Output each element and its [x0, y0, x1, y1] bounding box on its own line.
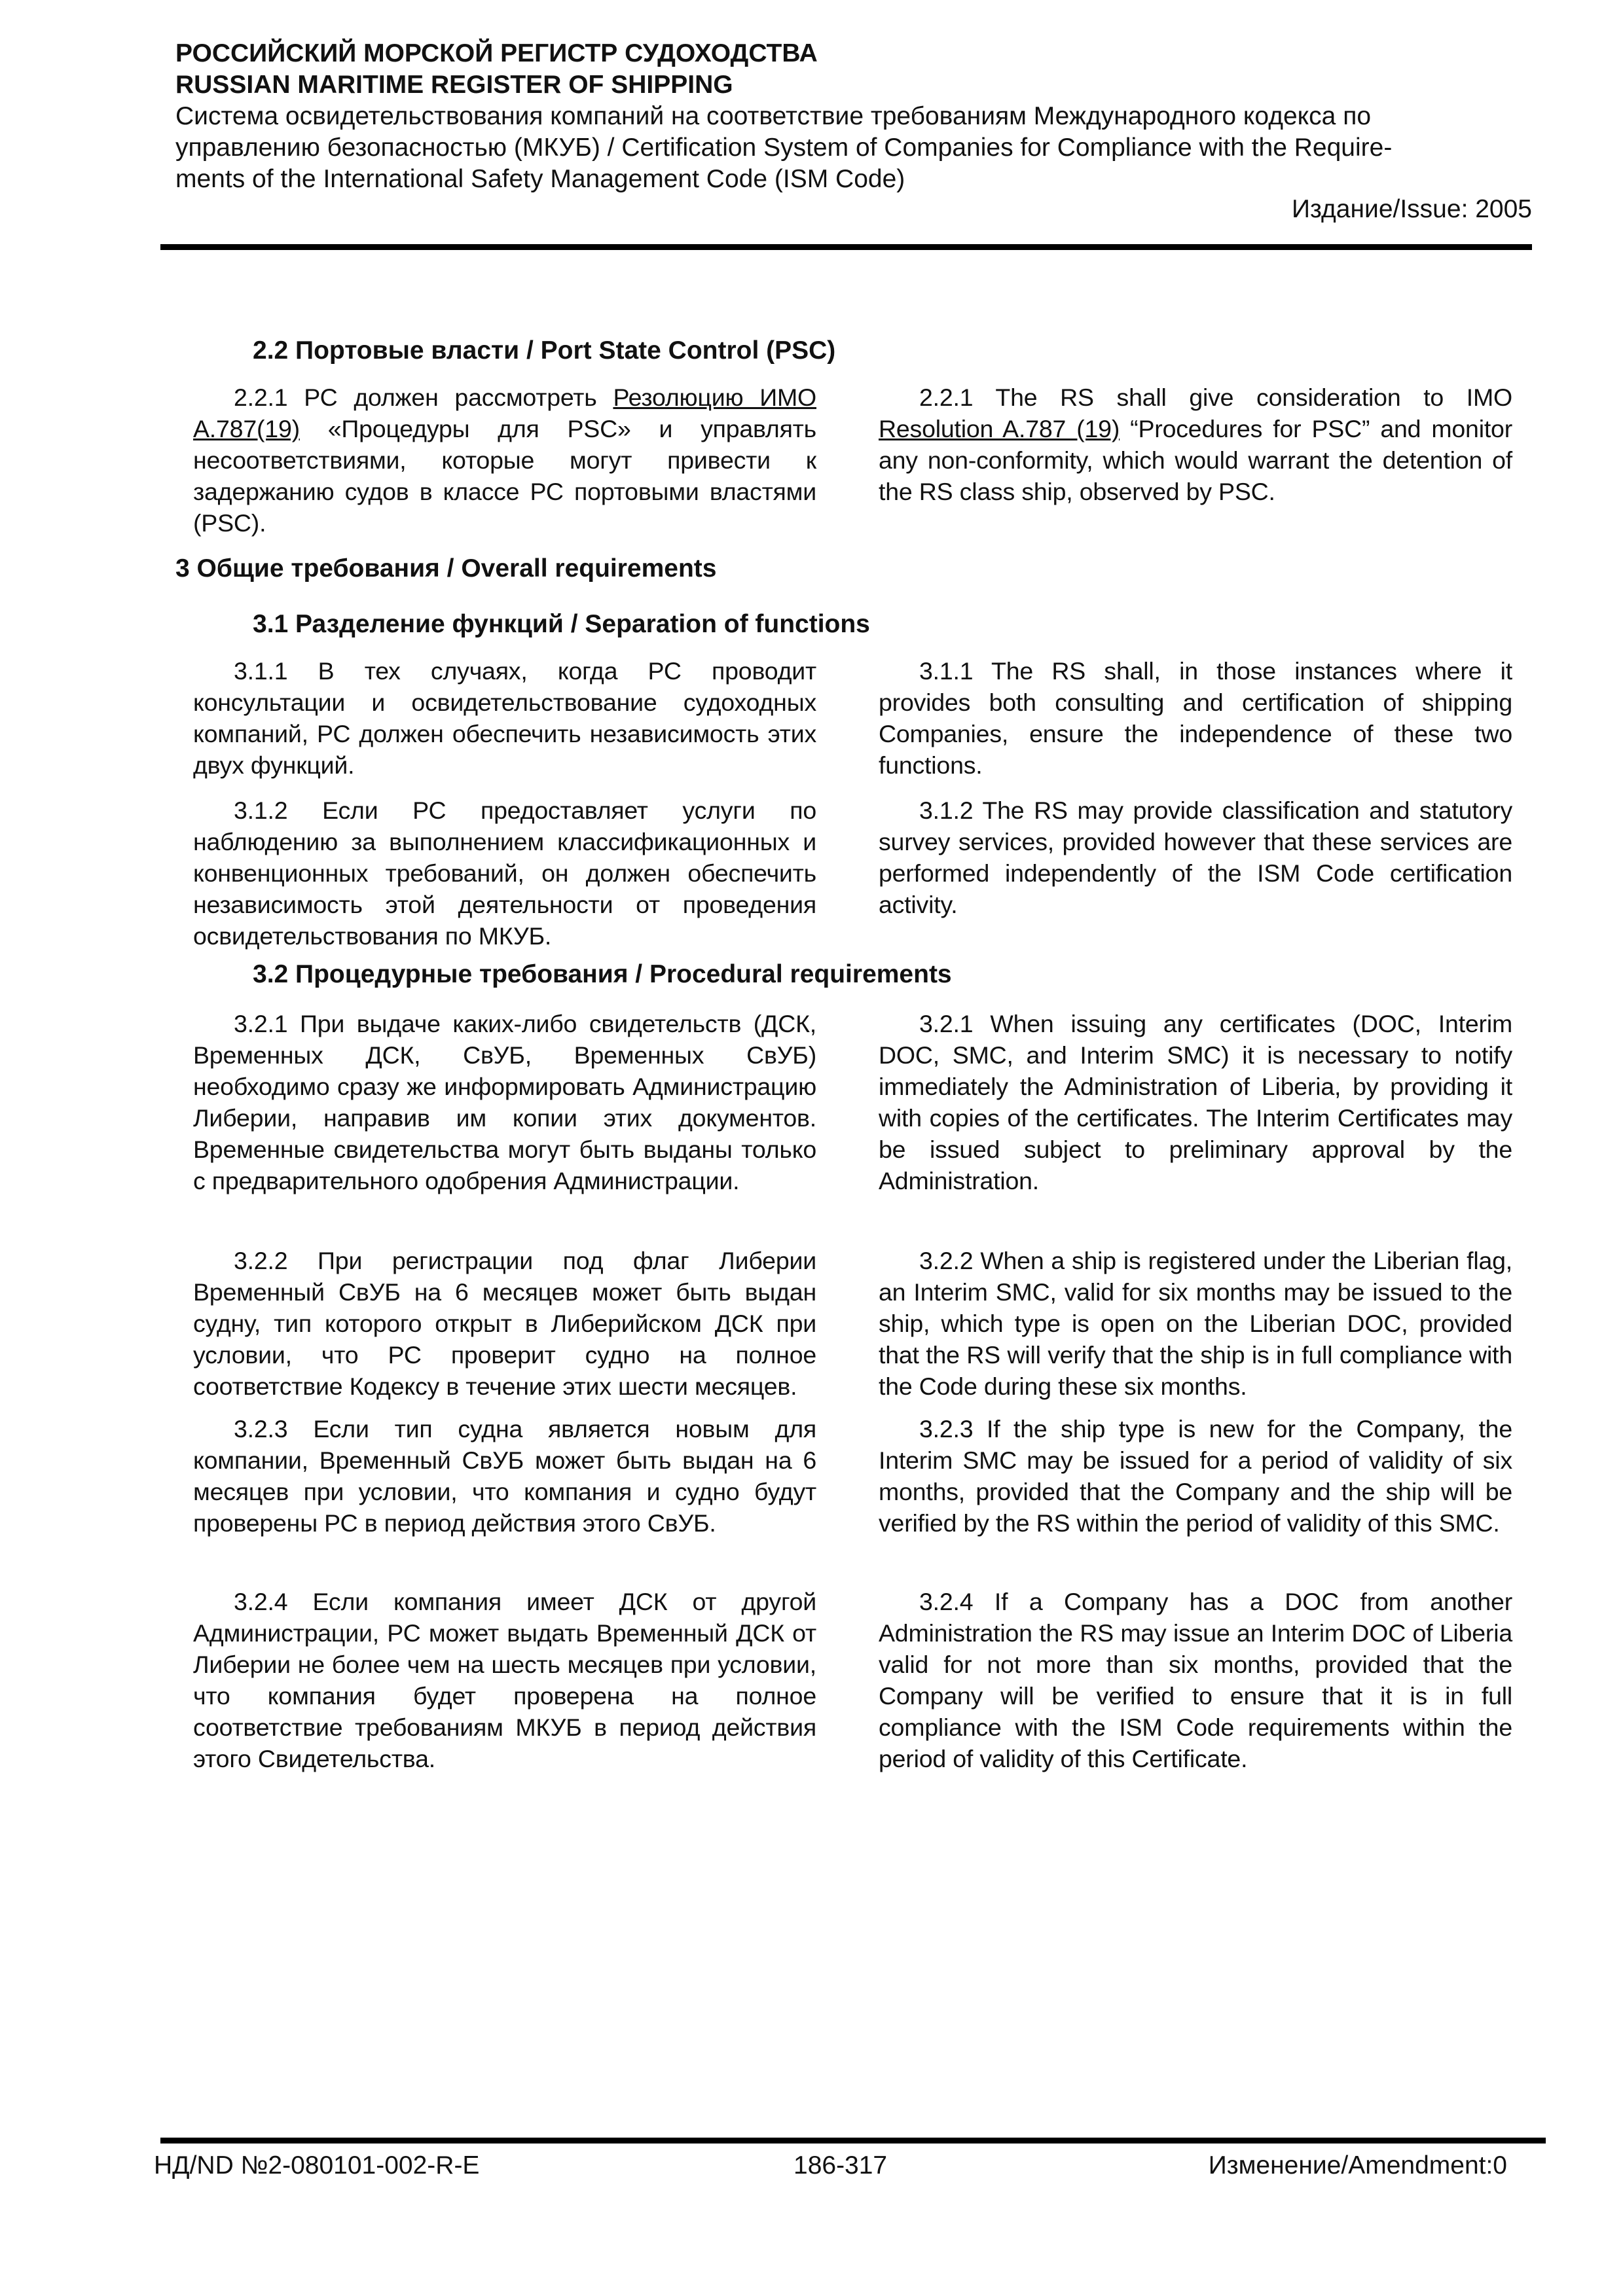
paragraph-3-2-3-ru: 3.2.3 Если тип судна является новым для компании, Временный СвУБ может быть выдан на 6 месяцев при условии, что компания и судно будут проверены РС в период действия этого СвУБ.: [193, 1415, 816, 1537]
system-title-line-2: управлению безопасностью (МКУБ) / Certification System of Companies for Compliance with the Require-: [175, 134, 1393, 162]
imo-resolution-link-en[interactable]: Resolution A.787 (19): [879, 415, 1120, 442]
amendment-label: Изменение/Amendment:0: [1208, 2151, 1507, 2179]
paragraph-3-2-2-ru: 3.2.2 При регистрации под флаг Либерии Временный СвУБ на 6 месяцев может быть выдан судну, тип которого открыт в Либерийском ДСК при условии, что РС проверит судно на полное соответствие Кодексу в течение этих шести месяцев.: [193, 1247, 816, 1400]
paragraph-3-1-2-ru: 3.1.2 Если РС предоставляет услуги по наблюдению за выполнением классификационных и конвенционных требований, он должен обеспечить независимость этой деятельности от проведения освидетельствования по МКУБ.: [193, 797, 816, 950]
paragraph-3-2-1-en: 3.2.1 When issuing any certificates (DOC, Interim DOC, SMC, and Interim SMC) it is necessary to notify immediately the Administration of Liberia, by providing it with copies of the certificates. The Interim Certificates may be issued subject to preliminary approval by the Administration.: [879, 1010, 1512, 1194]
system-title-line-1: Система освидетельствования компаний на соответствие требованиям Международного кодекса по: [175, 102, 1372, 130]
text-span: “Procedures for PSC” and monitor any non-conformity, which would warrant the detention of the RS class ship, observed by PSC.: [879, 415, 1513, 505]
paragraph-3-2-1-ru: 3.2.1 При выдаче каких-либо свидетельств (ДСК, Временных ДСК, СвУБ, Временных СвУБ) необходимо сразу же информировать Администрацию Либерии, направив им копии этих документов. Временные свидетельства могут быть выданы только с предварительного одобрения Администрации.: [193, 1010, 816, 1194]
section-2-2-heading: 2.2 Портовые власти / Port State Control (PSC): [253, 336, 836, 365]
text-span: 2.2.1 РС должен рассмотреть: [234, 384, 613, 411]
organization-name-ru: РОССИЙСКИЙ МОРСКОЙ РЕГИСТР СУДОХОДСТВА: [175, 39, 818, 67]
section-3-heading: 3 Общие требования / Overall requirements: [175, 554, 717, 583]
issue-label: Издание/Issue: 2005: [1292, 195, 1532, 223]
page-number: 186-317: [793, 2151, 888, 2179]
paragraph-3-2-4-en: 3.2.4 If a Company has a DOC from another Administration the RS may issue an Interim DOC of Liberia valid for not more than six months, provided that the Company will be verified to ensure that it is in full compliance with the ISM Code requirements within the period of validity of this Certificate.: [879, 1588, 1512, 1772]
paragraph-3-1-1-en: 3.1.1 The RS shall, in those instances where it provides both consulting and certification of shipping Companies, ensure the independence of these two functions.: [879, 657, 1512, 779]
section-3-2-heading: 3.2 Процедурные требования / Procedural requirements: [253, 960, 952, 988]
text-span: «Процедуры для PSC» и управлять несоответствиями, которые могут привести к задержанию судов в классе РС портовыми властями (PSC).: [193, 415, 816, 537]
system-title-line-3: ments of the International Safety Management Code (ISM Code): [175, 165, 905, 193]
paragraph-3-2-4-ru: 3.2.4 Если компания имеет ДСК от другой Администрации, РС может выдать Временный ДСК от Либерии не более чем на шесть месяцев при условии, что компания будет проверена на полное соответствие требованиям МКУБ в период действия этого Свидетельства.: [193, 1588, 816, 1772]
header-divider: [160, 244, 1532, 250]
document-number: НД/ND №2-080101-002-R-E: [154, 2151, 480, 2179]
paragraph-3-1-1-ru: 3.1.1 В тех случаях, когда РС проводит консультации и освидетельствование судоходных компаний, РС должен обеспечить независимость этих двух функций.: [193, 657, 816, 779]
document-header: [175, 38, 1518, 195]
paragraph-2-2-1-ru: [193, 382, 816, 539]
paragraph-3-1-2-en: 3.1.2 The RS may provide classification and statutory survey services, provided however that these services are performed independently of the ISM Code certification activity.: [879, 797, 1512, 918]
text-span: 2.2.1 The RS shall give consideration to IMO: [919, 384, 1512, 411]
footer-divider: [160, 2138, 1546, 2144]
imo-resolution-link-ru[interactable]: Резолюцию ИМО А.787(19): [193, 384, 816, 442]
paragraph-2-2-1-en: [879, 382, 1512, 507]
organization-name-en: RUSSIAN MARITIME REGISTER OF SHIPPING: [175, 71, 733, 99]
paragraph-3-2-3-en: 3.2.3 If the ship type is new for the Company, the Interim SMC may be issued for a period of validity of six months, provided that the Company and the ship will be verified by the RS within the period of validity of this SMC.: [879, 1415, 1512, 1537]
section-3-1-heading: 3.1 Разделение функций / Separation of functions: [253, 610, 870, 638]
paragraph-3-2-2-en: 3.2.2 When a ship is registered under the Liberian flag, an Interim SMC, valid for six months may be issued to the ship, which type is open on the Liberian DOC, provided that the RS will verify that the ship is in full compliance with the Code during these six months.: [879, 1247, 1512, 1400]
